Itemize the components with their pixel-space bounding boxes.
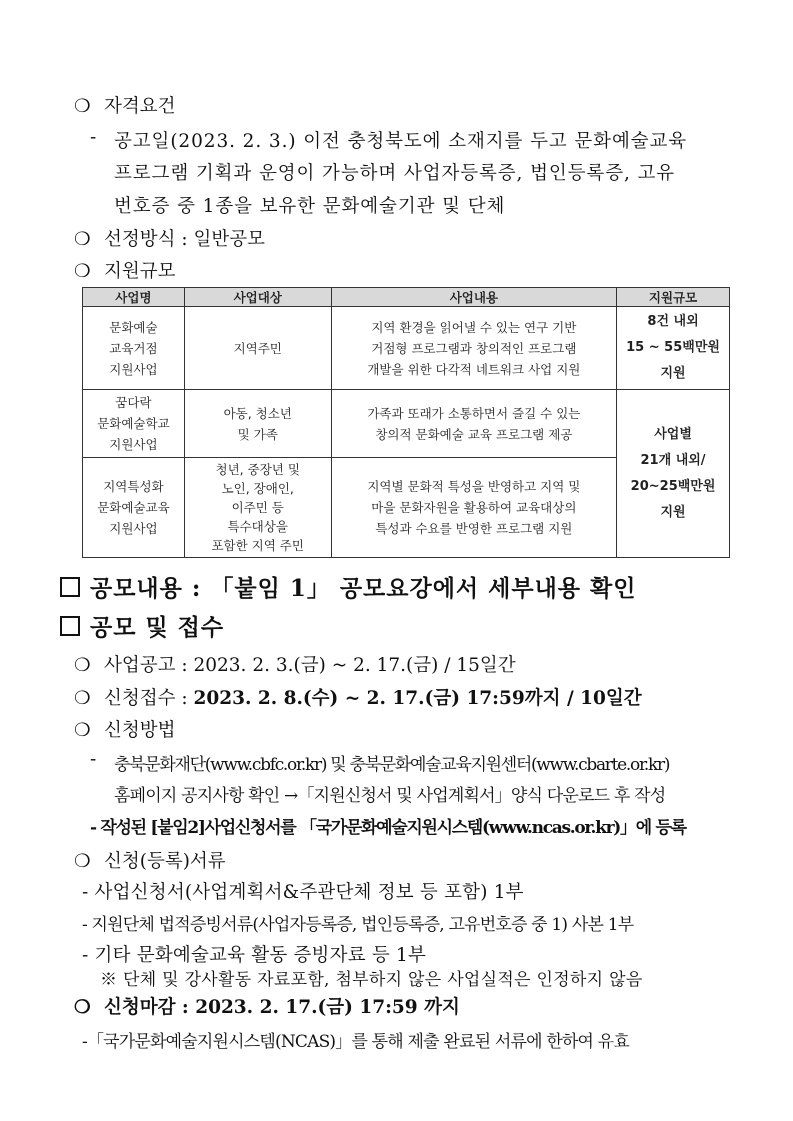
document-item: - 지원단체 법적증빙서류(사업자등록증, 법인등록증, 고유번호증 중 1) 사본 1부	[82, 915, 634, 935]
circle-bullet-icon: ❍	[74, 997, 91, 1018]
deadline-line: -「국가문화예술지원시스템(NCAS)」를 통해 제출 완료된 서류에 한하여 유효	[82, 1032, 630, 1052]
selection-text: 선정방식 : 일반공모	[104, 229, 265, 250]
method-title: 신청방법	[104, 720, 176, 741]
circle-bullet-icon: ❍	[74, 720, 91, 741]
header-cell-content: 사업내용	[331, 288, 616, 307]
method-line-2: 홈페이지 공지사항 확인 →「지원신청서 및 사업계획서」양식 다운로드 후 작성	[114, 786, 666, 806]
cell-target: 아동, 청소년 및 가족	[184, 390, 331, 458]
method-line-1: 충북문화재단(www.cbfc.or.kr) 및 충북문화예술교육지원센터(www.cbarte.or.kr)	[114, 755, 670, 775]
header-cell-scale: 지원규모	[617, 288, 730, 307]
cell-content: 지역별 문화적 특성을 반영하고 지역 및 마을 문화자원을 활용하여 교육대상의 특성과 수요를 반영한 프로그램 지원	[331, 458, 616, 558]
qualification-dash: -	[90, 127, 97, 148]
table-row	[83, 307, 730, 390]
selection-method	[74, 225, 265, 251]
circle-bullet-icon: ❍	[74, 655, 91, 676]
deadline-heading	[74, 993, 460, 1019]
support-table	[82, 287, 730, 558]
document-item: - 기타 문화예술교육 활동 증빙자료 등 1부	[82, 945, 427, 966]
cell-name: 문화예술 교육거점 지원사업	[83, 307, 185, 390]
documents-heading	[74, 847, 226, 873]
reception-line	[74, 684, 642, 710]
table-row	[83, 390, 730, 458]
section-apply-heading	[60, 609, 224, 642]
qualification-line-3: 번호증 중 1종을 보유한 문화예술기관 및 단체	[114, 196, 506, 217]
announcement-text: 사업공고 : 2023. 2. 3.(금) ~ 2. 17.(금) / 15일간	[104, 655, 516, 676]
support-scale-heading	[74, 257, 175, 283]
header-cell-name: 사업명	[83, 288, 185, 307]
section-content-heading	[60, 570, 636, 603]
cell-content: 가족과 또래가 소통하면서 즐길 수 있는 창의적 문화예술 교육 프로그램 제공	[331, 390, 616, 458]
cell-target: 지역주민	[184, 307, 331, 390]
method-dash: -	[90, 749, 97, 770]
circle-bullet-icon: ❍	[74, 261, 91, 282]
qualification-heading	[74, 92, 175, 118]
header-cell-target: 사업대상	[184, 288, 331, 307]
method-heading	[74, 716, 175, 742]
qualification-title: 자격요건	[104, 96, 176, 117]
cell-target: 청년, 중장년 및 노인, 장애인, 이주민 등 특수대상을 포함한 지역 주민	[184, 458, 331, 558]
circle-bullet-icon: ❍	[74, 96, 91, 117]
section-apply-text: 공모 및 접수	[90, 614, 225, 641]
reception-label: 신청접수 :	[104, 688, 194, 709]
reception-period: 2023. 2. 8.(수) ~ 2. 17.(금) 17:59까지 / 10일간	[193, 688, 642, 709]
qualification-line-2: 프로그램 기획과 운영이 가능하며 사업자등록증, 법인등록증, 고유	[114, 163, 676, 184]
qualification-line-1: 공고일(2023. 2. 3.) 이전 충청북도에 소재지를 두고 문화예술교육	[114, 131, 688, 152]
documents-title: 신청(등록)서류	[104, 851, 226, 872]
cell-scale: 사업별 21개 내외/ 20~25백만원 지원	[617, 390, 730, 558]
checkbox-square-icon	[60, 616, 80, 636]
circle-bullet-icon: ❍	[74, 229, 91, 250]
document-item: - 사업신청서(사업계획서&주관단체 정보 등 포함) 1부	[82, 882, 524, 903]
method-line-3: - 작성된 [붙임2]사업신청서를 「국가문화예술지원시스템(www.ncas.or.kr)」에 등록	[90, 818, 686, 838]
cell-content: 지역 환경을 읽어낼 수 있는 연구 기반 거점형 프로그램과 창의적인 프로그램 개발을 위한 다각적 네트워크 사업 지원	[331, 307, 616, 390]
cell-name: 꿈다락 문화예술학교 지원사업	[83, 390, 185, 458]
circle-bullet-icon: ❍	[74, 851, 91, 872]
documents-note: ※ 단체 및 강사활동 자료포함, 첨부하지 않은 사업실적은 인정하지 않음	[100, 970, 643, 990]
cell-scale: 8건 내외 15 ~ 55백만원 지원	[617, 307, 730, 390]
circle-bullet-icon: ❍	[74, 688, 91, 709]
checkbox-square-icon	[60, 577, 80, 597]
table-header-row	[83, 288, 730, 307]
section-content-text: 공모내용 : 「붙임 1」 공모요강에서 세부내용 확인	[90, 575, 637, 602]
cell-name: 지역특성화 문화예술교육 지원사업	[83, 458, 185, 558]
announcement-line	[74, 651, 516, 677]
support-scale-title: 지원규모	[104, 261, 176, 282]
deadline-text: 신청마감 : 2023. 2. 17.(금) 17:59 까지	[104, 997, 460, 1018]
